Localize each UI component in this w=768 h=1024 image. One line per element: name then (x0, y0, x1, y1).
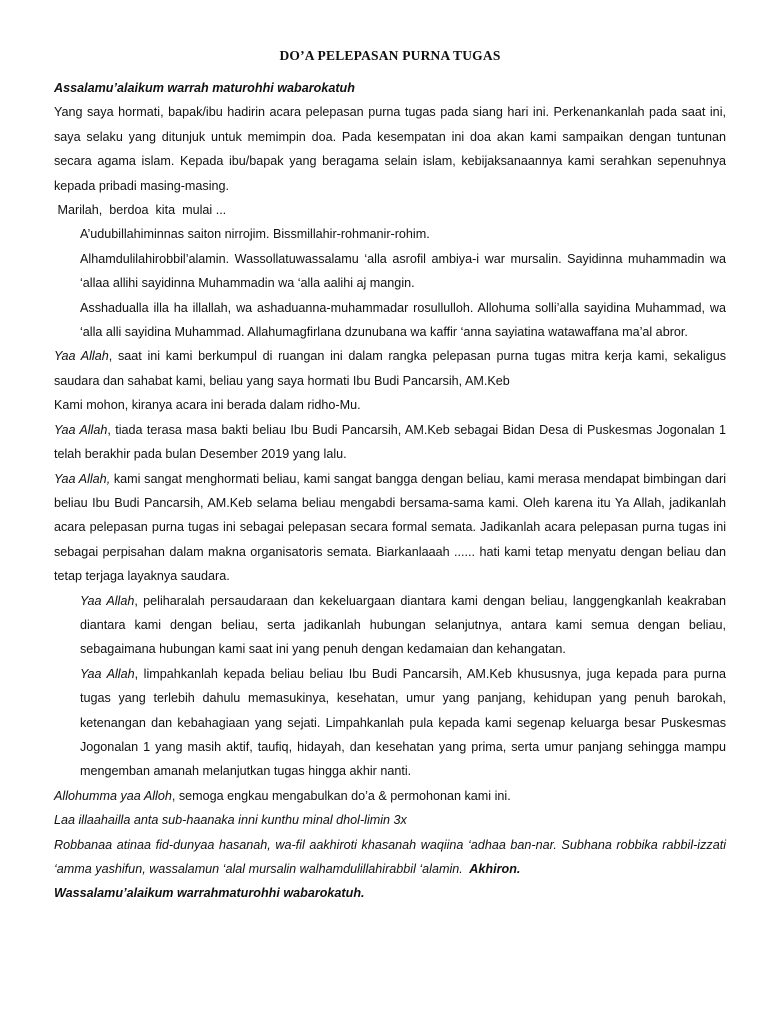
opening-salam: Assalamu’alaikum warrah maturohhi wabarokatuh (54, 81, 355, 95)
arabic-line-1: A’udubillahiminnas saiton nirrojim. Bissmillahir-rohmanir-rohim. (80, 227, 430, 242)
akhiron-text: Akhiron. (462, 862, 521, 876)
prayer-paragraph-3 (54, 418, 726, 467)
prayer-paragraph-6 (54, 662, 726, 784)
intro-paragraph: Yang saya hormati, bapak/ibu hadirin acara pelepasan purna tugas pada siang hari ini. Perkenankanlah pada saat ini, saya selaku yang ditunjuk untuk memimpin doa. Pada kesempatan ini doa akan kami sampaikan dengan tuntunan secara agama islam. Kepada ibu/bapak yang beragama selain islam, kebijaksanaannya kami serahkan sepenuhnya kepada pribadi masing-masing. (54, 105, 726, 193)
yaa-allah-text: Yaa Allah (80, 666, 135, 681)
marilah-line: Marilah, berdoa kita mulai ... (54, 203, 227, 218)
allohumma-line (54, 784, 726, 808)
robbanaa-paragraph (54, 833, 726, 882)
prayer-paragraph-2: Kami mohon, kiranya acara ini berada dalam ridho-Mu. (54, 398, 361, 413)
document-title: DO’A PELEPASAN PURNA TUGAS (279, 48, 501, 63)
allohumma-rest: , semoga engkau mengabulkan do’a & permohonan kami ini. (171, 788, 511, 803)
robbanaa-text: Robbanaa atinaa fid-dunyaa hasanah, wa-fil aakhiroti khasanah waqiina ‘adhaa ban-nar. Subhana robbika rabbil-izzati ‘amma yashifun, wassalamun ‘alal mursalin walhamdulillahirabbil ‘alamin. (54, 837, 726, 876)
prayer-paragraph-1 (54, 344, 726, 393)
yaa-allah-text: Yaa Allah (54, 349, 109, 364)
prayer-paragraph-4 (54, 467, 726, 589)
closing-salam: Wassalamu’alaikum warrahmaturohhi wabarokatuh. (54, 886, 365, 901)
yaa-allah-text: Yaa Allah (80, 593, 135, 608)
laa-illaaha-line: Laa illaahailla anta sub-haanaka inni kunthu minal dhol-limin 3x (54, 813, 407, 828)
prayer-paragraph-3-text: , tiada terasa masa bakti beliau Ibu Budi Pancarsih, AM.Keb sebagai Bidan Desa di Puskesmas Jogonalan 1 telah berakhir pada bulan Desember 2019 yang lalu. (54, 422, 726, 462)
prayer-paragraph-6-text: , limpahkanlah kepada beliau beliau Ibu Budi Pancarsih, AM.Keb khususnya, juga kepada para purna tugas yang terlebih dahulu memasukinya, kesehatan, umur yang panjang, kehidupan yang penuh barokah, ketenangan dan kebahagiaan yang sejati. Limpahkanlah pula kepada kami segenap keluarga besar Puskesmas Jogonalan 1 yang masih aktif, taufiq, hidayah, dan kesehatan yang prima, serta umur panjang sehingga mampu mengemban amanah melanjutkan tugas hingga akhir nanti. (80, 666, 726, 779)
arabic-line-3: Asshadualla illa ha illallah, wa ashaduanna-muhammadar rosullulloh. Allohuma solli’alla sayidina Muhammad, wa ‘alla alli sayidina Muhammad. Allahumagfirlana dzunubana wa kaffir ‘anna sayiatina watawaffana ma’al abror. (80, 300, 726, 340)
arabic-line-2: Alhamdulilahirobbil’alamin. Wassollatuwassalamu ‘alla asrofil ambiya-i war mursalin. Sayidinna muhammadin wa ‘allaa allihi sayidinna Muhammadin wa ‘alla aalihi aj mangin. (80, 251, 726, 291)
prayer-paragraph-1-text: , saat ini kami berkumpul di ruangan ini dalam rangka pelepasan purna tugas mitra kerja kami, sekaligus saudara dan sahabat kami, beliau yang saya hormati Ibu Budi Pancarsih, AM.Keb (54, 349, 726, 388)
allohumma-italic: Allohumma yaa Alloh (54, 788, 172, 803)
prayer-paragraph-4-text: kami sangat menghormati beliau, kami sangat bangga dengan beliau, kami merasa mendapat bimbingan dari beliau Ibu Budi Pancarsih, AM.Keb selama beliau mengabdi bersama-sama kami. Oleh karena itu Ya Allah, jadikanlah acara pelepasan purna tugas ini sebagai pelepasan secara formal semata. Jadikanlah acara pelepasan purna tugas ini sebagai perpisahan dalam makna organisatoris semata. Biarkanlaaah ...... hati kami tetap menyatu dengan beliau dan tetap terjaga layaknya saudara. (54, 471, 727, 584)
prayer-paragraph-5 (54, 589, 726, 662)
prayer-paragraph-5-text: , peliharalah persaudaraan dan kekeluargaan diantara kami dengan beliau, langgengkanlah keakraban diantara kami dengan beliau, serta jadikanlah hubungan selanjutnya, antara kami semua dengan beliau, sebagaimana hubungan kami saat ini yang penuh dengan kedamaian dan kehangatan. (80, 593, 726, 657)
yaa-allah-text: Yaa Allah, (54, 471, 111, 486)
yaa-allah-text: Yaa Allah (54, 422, 108, 437)
